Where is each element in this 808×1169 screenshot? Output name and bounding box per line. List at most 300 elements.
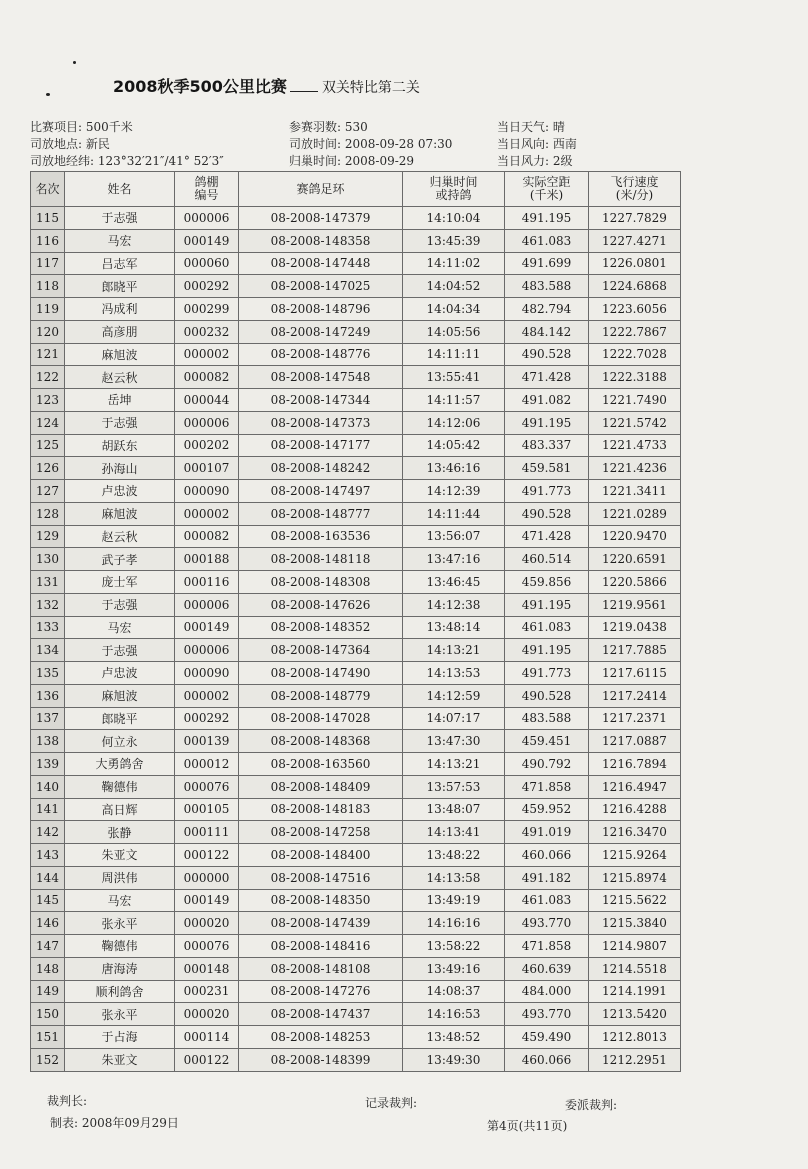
table-row <box>31 1003 681 1026</box>
cell-name: 麻旭波 <box>65 343 175 366</box>
cell-ring: 08-2008-147490 <box>239 662 403 685</box>
cell-loft-number: 000002 <box>175 684 239 707</box>
cell-rank: 146 <box>31 912 65 935</box>
cell-name: 郎晓平 <box>65 707 175 730</box>
cell-loft-number: 000292 <box>175 707 239 730</box>
cell-loft-number: 000082 <box>175 525 239 548</box>
table-row <box>31 866 681 889</box>
cell-return-time: 13:46:45 <box>403 571 505 594</box>
cell-return-time: 13:47:16 <box>403 548 505 571</box>
cell-return-time: 14:08:37 <box>403 980 505 1003</box>
cell-ring: 08-2008-147516 <box>239 866 403 889</box>
cell-loft-number: 000148 <box>175 957 239 980</box>
cell-distance: 491.699 <box>505 252 589 275</box>
cell-loft-number: 000002 <box>175 343 239 366</box>
cell-name: 孙海山 <box>65 457 175 480</box>
cell-rank: 145 <box>31 889 65 912</box>
cell-distance: 461.083 <box>505 889 589 912</box>
cell-ring: 08-2008-147626 <box>239 593 403 616</box>
title-main: 2008秋季500公里比赛 <box>113 77 287 96</box>
cell-distance: 460.514 <box>505 548 589 571</box>
cell-speed: 1222.7028 <box>589 343 681 366</box>
table-row <box>31 298 681 321</box>
title-sub: 双关特比第二关 <box>321 80 420 96</box>
cell-return-time: 13:58:22 <box>403 935 505 958</box>
table-row <box>31 639 681 662</box>
footer-page-number: 第4页(共11页) <box>487 1119 568 1133</box>
table-row <box>31 753 681 776</box>
info-wind-direction: 当日风向: 西南 <box>497 137 577 151</box>
cell-rank: 119 <box>31 298 65 321</box>
header-loft-number: 鸽棚 编号 <box>175 172 239 207</box>
cell-ring: 08-2008-148399 <box>239 1048 403 1071</box>
cell-rank: 137 <box>31 707 65 730</box>
table-row <box>31 252 681 275</box>
cell-speed: 1215.5622 <box>589 889 681 912</box>
cell-speed: 1220.6591 <box>589 548 681 571</box>
cell-name: 麻旭波 <box>65 502 175 525</box>
cell-return-time: 14:11:44 <box>403 502 505 525</box>
cell-return-time: 13:49:19 <box>403 889 505 912</box>
cell-speed: 1227.4271 <box>589 229 681 252</box>
cell-rank: 125 <box>31 434 65 457</box>
cell-name: 胡跃东 <box>65 434 175 457</box>
cell-ring: 08-2008-147364 <box>239 639 403 662</box>
table-row <box>31 548 681 571</box>
cell-speed: 1212.8013 <box>589 1026 681 1049</box>
cell-rank: 115 <box>31 207 65 230</box>
cell-ring: 08-2008-147258 <box>239 821 403 844</box>
cell-return-time: 14:16:16 <box>403 912 505 935</box>
cell-loft-number: 000139 <box>175 730 239 753</box>
cell-name: 张永平 <box>65 1003 175 1026</box>
cell-rank: 138 <box>31 730 65 753</box>
cell-rank: 123 <box>31 389 65 412</box>
table-row <box>31 366 681 389</box>
cell-ring: 08-2008-147548 <box>239 366 403 389</box>
cell-name: 张永平 <box>65 912 175 935</box>
cell-name: 顺利鸽舍 <box>65 980 175 1003</box>
cell-distance: 460.066 <box>505 1048 589 1071</box>
table-row <box>31 502 681 525</box>
cell-distance: 471.428 <box>505 366 589 389</box>
cell-loft-number: 000020 <box>175 912 239 935</box>
cell-loft-number: 000188 <box>175 548 239 571</box>
cell-return-time: 14:12:38 <box>403 593 505 616</box>
cell-loft-number: 000122 <box>175 844 239 867</box>
info-return-time: 归巢时间: 2008-09-29 <box>289 154 415 168</box>
cell-rank: 147 <box>31 935 65 958</box>
cell-ring: 08-2008-148118 <box>239 548 403 571</box>
cell-return-time: 13:47:30 <box>403 730 505 753</box>
cell-ring: 08-2008-148253 <box>239 1026 403 1049</box>
cell-speed: 1219.9561 <box>589 593 681 616</box>
cell-speed: 1214.5518 <box>589 957 681 980</box>
cell-loft-number: 000006 <box>175 411 239 434</box>
cell-loft-number: 000149 <box>175 889 239 912</box>
cell-loft-number: 000076 <box>175 935 239 958</box>
cell-rank: 129 <box>31 525 65 548</box>
cell-loft-number: 000012 <box>175 753 239 776</box>
table-row <box>31 480 681 503</box>
cell-distance: 491.773 <box>505 480 589 503</box>
cell-name: 庞士军 <box>65 571 175 594</box>
table-row <box>31 662 681 685</box>
cell-name: 高日辉 <box>65 798 175 821</box>
cell-loft-number: 000076 <box>175 775 239 798</box>
cell-loft-number: 000122 <box>175 1048 239 1071</box>
cell-loft-number: 000292 <box>175 275 239 298</box>
cell-rank: 136 <box>31 684 65 707</box>
table-row <box>31 275 681 298</box>
header-name: 姓名 <box>65 172 175 207</box>
results-table <box>30 171 681 1072</box>
cell-rank: 149 <box>31 980 65 1003</box>
cell-return-time: 13:48:22 <box>403 844 505 867</box>
cell-name: 高彦朋 <box>65 320 175 343</box>
cell-ring: 08-2008-148242 <box>239 457 403 480</box>
cell-return-time: 14:05:42 <box>403 434 505 457</box>
cell-name: 马宏 <box>65 616 175 639</box>
cell-return-time: 14:11:02 <box>403 252 505 275</box>
cell-speed: 1223.6056 <box>589 298 681 321</box>
cell-name: 张静 <box>65 821 175 844</box>
cell-name: 岳坤 <box>65 389 175 412</box>
cell-ring: 08-2008-147025 <box>239 275 403 298</box>
table-row <box>31 775 681 798</box>
cell-loft-number: 000111 <box>175 821 239 844</box>
cell-speed: 1212.2951 <box>589 1048 681 1071</box>
cell-rank: 144 <box>31 866 65 889</box>
cell-ring: 08-2008-148368 <box>239 730 403 753</box>
cell-distance: 491.195 <box>505 207 589 230</box>
cell-ring: 08-2008-148352 <box>239 616 403 639</box>
table-row <box>31 207 681 230</box>
cell-return-time: 14:13:53 <box>403 662 505 685</box>
cell-return-time: 14:04:52 <box>403 275 505 298</box>
cell-rank: 116 <box>31 229 65 252</box>
table-row <box>31 935 681 958</box>
cell-ring: 08-2008-148358 <box>239 229 403 252</box>
cell-distance: 490.528 <box>505 502 589 525</box>
cell-loft-number: 000105 <box>175 798 239 821</box>
cell-ring: 08-2008-148350 <box>239 889 403 912</box>
title-blank-line <box>290 79 318 92</box>
table-row <box>31 730 681 753</box>
cell-rank: 140 <box>31 775 65 798</box>
cell-speed: 1215.3840 <box>589 912 681 935</box>
cell-distance: 461.083 <box>505 229 589 252</box>
cell-return-time: 14:12:06 <box>403 411 505 434</box>
cell-name: 朱亚文 <box>65 844 175 867</box>
cell-rank: 130 <box>31 548 65 571</box>
cell-ring: 08-2008-147249 <box>239 320 403 343</box>
info-wind-force: 当日风力: 2级 <box>497 154 573 168</box>
cell-rank: 118 <box>31 275 65 298</box>
cell-return-time: 14:13:21 <box>403 639 505 662</box>
cell-speed: 1221.7490 <box>589 389 681 412</box>
cell-rank: 150 <box>31 1003 65 1026</box>
cell-rank: 117 <box>31 252 65 275</box>
cell-distance: 490.528 <box>505 343 589 366</box>
cell-speed: 1222.3188 <box>589 366 681 389</box>
table-row <box>31 320 681 343</box>
cell-name: 于志强 <box>65 593 175 616</box>
info-project: 比赛项目: 500千米 <box>30 120 133 134</box>
info-weather: 当日天气: 晴 <box>497 120 565 134</box>
cell-distance: 461.083 <box>505 616 589 639</box>
cell-name: 冯成利 <box>65 298 175 321</box>
footer-recorder: 记录裁判: <box>365 1096 418 1110</box>
table-row <box>31 912 681 935</box>
cell-speed: 1221.4236 <box>589 457 681 480</box>
cell-loft-number: 000006 <box>175 207 239 230</box>
cell-name: 于志强 <box>65 411 175 434</box>
cell-speed: 1214.9807 <box>589 935 681 958</box>
cell-loft-number: 000299 <box>175 298 239 321</box>
cell-name: 卢忠波 <box>65 662 175 685</box>
cell-loft-number: 000232 <box>175 320 239 343</box>
cell-rank: 151 <box>31 1026 65 1049</box>
cell-return-time: 13:57:53 <box>403 775 505 798</box>
cell-speed: 1217.2371 <box>589 707 681 730</box>
cell-speed: 1215.9264 <box>589 844 681 867</box>
table-row <box>31 571 681 594</box>
cell-distance: 471.428 <box>505 525 589 548</box>
cell-distance: 459.490 <box>505 1026 589 1049</box>
cell-rank: 127 <box>31 480 65 503</box>
cell-rank: 135 <box>31 662 65 685</box>
cell-loft-number: 000202 <box>175 434 239 457</box>
cell-ring: 08-2008-148409 <box>239 775 403 798</box>
cell-return-time: 13:46:16 <box>403 457 505 480</box>
header-speed: 飞行速度 (米/分) <box>589 172 681 207</box>
cell-name: 武子孝 <box>65 548 175 571</box>
cell-speed: 1226.0801 <box>589 252 681 275</box>
cell-distance: 490.792 <box>505 753 589 776</box>
cell-ring: 08-2008-148416 <box>239 935 403 958</box>
table-row <box>31 957 681 980</box>
cell-rank: 124 <box>31 411 65 434</box>
cell-ring: 08-2008-147437 <box>239 1003 403 1026</box>
cell-distance: 459.451 <box>505 730 589 753</box>
cell-rank: 134 <box>31 639 65 662</box>
cell-return-time: 14:10:04 <box>403 207 505 230</box>
cell-ring: 08-2008-147448 <box>239 252 403 275</box>
table-row <box>31 616 681 639</box>
cell-ring: 08-2008-148400 <box>239 844 403 867</box>
cell-return-time: 13:48:07 <box>403 798 505 821</box>
header-return-time: 归巢时间 或持鸽 <box>403 172 505 207</box>
table-body <box>31 207 681 1072</box>
cell-speed: 1216.4288 <box>589 798 681 821</box>
cell-rank: 126 <box>31 457 65 480</box>
cell-speed: 1220.5866 <box>589 571 681 594</box>
cell-name: 于志强 <box>65 639 175 662</box>
cell-name: 周洪伟 <box>65 866 175 889</box>
cell-distance: 484.000 <box>505 980 589 1003</box>
cell-return-time: 14:04:34 <box>403 298 505 321</box>
cell-return-time: 14:16:53 <box>403 1003 505 1026</box>
table-row <box>31 411 681 434</box>
cell-distance: 460.066 <box>505 844 589 867</box>
cell-speed: 1220.9470 <box>589 525 681 548</box>
cell-return-time: 14:11:11 <box>403 343 505 366</box>
cell-rank: 132 <box>31 593 65 616</box>
cell-speed: 1222.7867 <box>589 320 681 343</box>
cell-speed: 1224.6868 <box>589 275 681 298</box>
cell-ring: 08-2008-148108 <box>239 957 403 980</box>
footer-made-date: 制表: 2008年09月29日 <box>50 1116 179 1130</box>
cell-rank: 122 <box>31 366 65 389</box>
cell-name: 于占海 <box>65 1026 175 1049</box>
cell-ring: 08-2008-148779 <box>239 684 403 707</box>
cell-rank: 139 <box>31 753 65 776</box>
cell-distance: 491.019 <box>505 821 589 844</box>
cell-loft-number: 000107 <box>175 457 239 480</box>
table-row <box>31 821 681 844</box>
cell-ring: 08-2008-148796 <box>239 298 403 321</box>
cell-loft-number: 000231 <box>175 980 239 1003</box>
cell-distance: 459.952 <box>505 798 589 821</box>
cell-distance: 471.858 <box>505 775 589 798</box>
cell-loft-number: 000000 <box>175 866 239 889</box>
cell-ring: 08-2008-147379 <box>239 207 403 230</box>
cell-loft-number: 000044 <box>175 389 239 412</box>
cell-ring: 08-2008-148183 <box>239 798 403 821</box>
cell-return-time: 14:05:56 <box>403 320 505 343</box>
cell-ring: 08-2008-147276 <box>239 980 403 1003</box>
cell-name: 马宏 <box>65 229 175 252</box>
cell-name: 大勇鸽舍 <box>65 753 175 776</box>
cell-name: 马宏 <box>65 889 175 912</box>
cell-loft-number: 000002 <box>175 502 239 525</box>
cell-rank: 120 <box>31 320 65 343</box>
cell-distance: 493.770 <box>505 1003 589 1026</box>
cell-loft-number: 000006 <box>175 639 239 662</box>
table-row <box>31 1026 681 1049</box>
table-row <box>31 707 681 730</box>
cell-speed: 1214.1991 <box>589 980 681 1003</box>
table-row <box>31 343 681 366</box>
cell-speed: 1217.7885 <box>589 639 681 662</box>
table-row <box>31 844 681 867</box>
table-row <box>31 593 681 616</box>
cell-loft-number: 000149 <box>175 616 239 639</box>
cell-rank: 143 <box>31 844 65 867</box>
cell-return-time: 13:49:16 <box>403 957 505 980</box>
header-rank: 名次 <box>31 172 65 207</box>
cell-rank: 131 <box>31 571 65 594</box>
cell-rank: 152 <box>31 1048 65 1071</box>
cell-speed: 1215.8974 <box>589 866 681 889</box>
cell-rank: 128 <box>31 502 65 525</box>
cell-ring: 08-2008-148308 <box>239 571 403 594</box>
cell-distance: 483.588 <box>505 707 589 730</box>
cell-speed: 1216.3470 <box>589 821 681 844</box>
cell-return-time: 14:07:17 <box>403 707 505 730</box>
footer-appointed: 委派裁判: <box>565 1098 618 1112</box>
cell-loft-number: 000090 <box>175 480 239 503</box>
cell-loft-number: 000060 <box>175 252 239 275</box>
cell-distance: 491.195 <box>505 639 589 662</box>
cell-rank: 142 <box>31 821 65 844</box>
cell-rank: 148 <box>31 957 65 980</box>
cell-rank: 141 <box>31 798 65 821</box>
cell-distance: 460.639 <box>505 957 589 980</box>
header-distance: 实际空距 (千米) <box>505 172 589 207</box>
cell-distance: 471.858 <box>505 935 589 958</box>
table-row <box>31 457 681 480</box>
cell-loft-number: 000006 <box>175 593 239 616</box>
cell-ring: 08-2008-163536 <box>239 525 403 548</box>
cell-speed: 1216.4947 <box>589 775 681 798</box>
cell-name: 卢忠波 <box>65 480 175 503</box>
cell-ring: 08-2008-148776 <box>239 343 403 366</box>
cell-name: 鞠德伟 <box>65 775 175 798</box>
cell-speed: 1219.0438 <box>589 616 681 639</box>
table-row <box>31 389 681 412</box>
cell-return-time: 14:13:58 <box>403 866 505 889</box>
cell-distance: 491.773 <box>505 662 589 685</box>
cell-speed: 1221.0289 <box>589 502 681 525</box>
table-header-row <box>31 172 681 207</box>
cell-name: 鞠德伟 <box>65 935 175 958</box>
cell-loft-number: 000082 <box>175 366 239 389</box>
cell-ring: 08-2008-163560 <box>239 753 403 776</box>
cell-distance: 491.182 <box>505 866 589 889</box>
header-ring: 赛鸽足环 <box>239 172 403 207</box>
cell-return-time: 14:11:57 <box>403 389 505 412</box>
cell-return-time: 14:13:21 <box>403 753 505 776</box>
page-title <box>113 74 420 97</box>
info-release-place: 司放地点: 新民 <box>30 137 110 151</box>
scan-speck <box>73 61 76 64</box>
cell-return-time: 14:13:41 <box>403 821 505 844</box>
cell-return-time: 13:45:39 <box>403 229 505 252</box>
cell-speed: 1221.4733 <box>589 434 681 457</box>
cell-rank: 121 <box>31 343 65 366</box>
cell-speed: 1216.7894 <box>589 753 681 776</box>
cell-distance: 459.856 <box>505 571 589 594</box>
cell-loft-number: 000149 <box>175 229 239 252</box>
footer-referee: 裁判长: <box>47 1094 88 1108</box>
cell-ring: 08-2008-147373 <box>239 411 403 434</box>
table-row <box>31 889 681 912</box>
cell-return-time: 14:12:59 <box>403 684 505 707</box>
cell-distance: 491.195 <box>505 411 589 434</box>
cell-distance: 483.588 <box>505 275 589 298</box>
cell-name: 吕志军 <box>65 252 175 275</box>
cell-ring: 08-2008-147439 <box>239 912 403 935</box>
cell-speed: 1217.0887 <box>589 730 681 753</box>
cell-loft-number: 000116 <box>175 571 239 594</box>
scan-speck <box>46 93 50 96</box>
cell-name: 郎晓平 <box>65 275 175 298</box>
table-row <box>31 980 681 1003</box>
table-row <box>31 1048 681 1071</box>
cell-return-time: 14:12:39 <box>403 480 505 503</box>
info-release-time: 司放时间: 2008-09-28 07:30 <box>289 137 453 151</box>
cell-name: 唐海涛 <box>65 957 175 980</box>
cell-loft-number: 000020 <box>175 1003 239 1026</box>
cell-return-time: 13:56:07 <box>403 525 505 548</box>
cell-return-time: 13:48:52 <box>403 1026 505 1049</box>
cell-rank: 133 <box>31 616 65 639</box>
cell-speed: 1221.5742 <box>589 411 681 434</box>
info-participants: 参赛羽数: 530 <box>289 120 368 134</box>
cell-ring: 08-2008-147177 <box>239 434 403 457</box>
